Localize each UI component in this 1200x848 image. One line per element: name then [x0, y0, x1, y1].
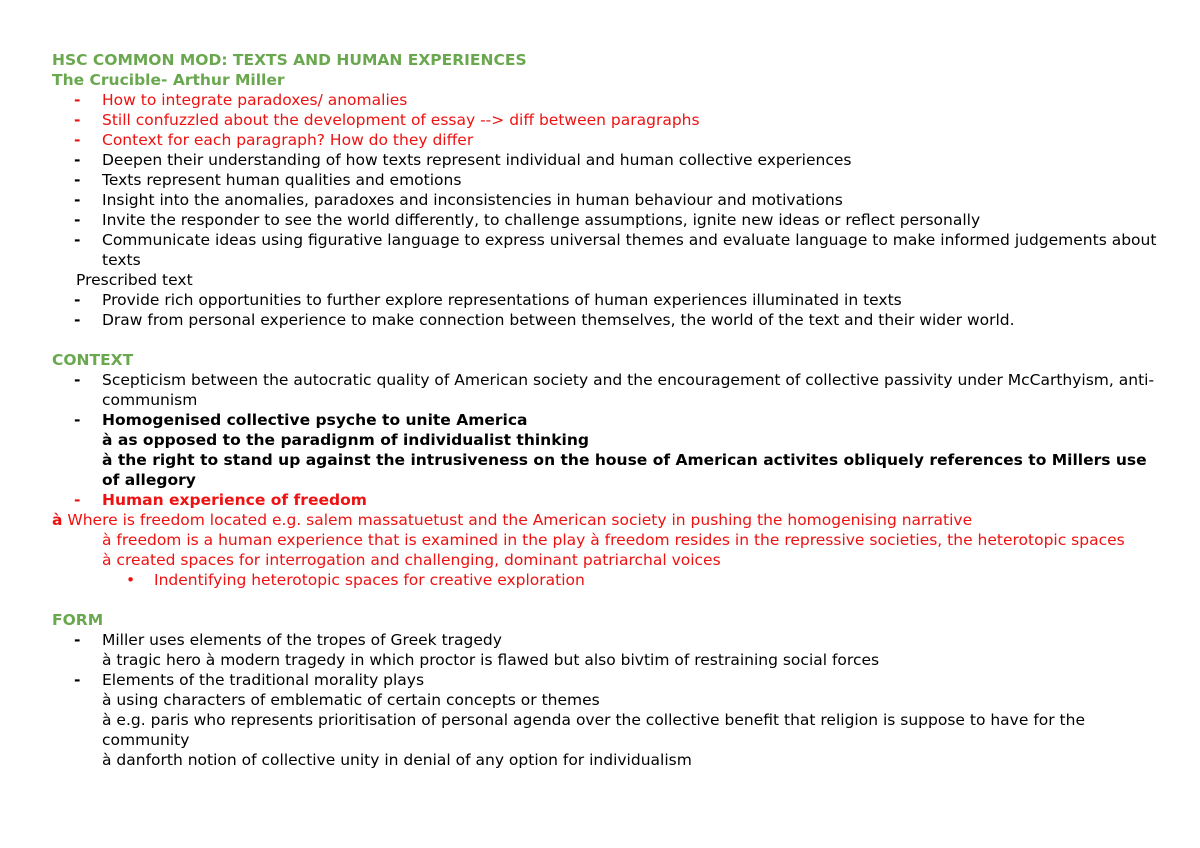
list-item	[52, 490, 1162, 510]
list-item-text: Draw from personal experience to make connection between themselves, the world of the text and their wider world.	[102, 311, 1015, 329]
spacer	[52, 590, 1162, 610]
form-heading: FORM	[52, 611, 104, 629]
list-item-text	[102, 410, 1162, 490]
list-item-text: Still confuzzled about the development of essay --> diff between paragraphs	[102, 111, 700, 129]
freedom-location-line	[52, 510, 1162, 530]
list-item	[52, 210, 1162, 230]
list-item	[52, 110, 1162, 130]
dash-marker: -	[74, 671, 81, 689]
list-item-line: à tragic hero à modern tragedy in which proctor is flawed but also bivtim of restraining social forces	[102, 651, 880, 669]
dash-marker: -	[74, 111, 81, 129]
dash-marker: -	[74, 291, 81, 309]
document-subtitle: The Crucible- Arthur Miller	[52, 71, 285, 89]
list-item-text: Texts represent human qualities and emotions	[102, 171, 462, 189]
prescribed-text-label: Prescribed text	[76, 271, 193, 289]
list-item	[52, 150, 1162, 170]
list-item-line: Miller uses elements of the tropes of Greek tragedy	[102, 631, 502, 649]
dash-marker: -	[74, 191, 81, 209]
context-heading: CONTEXT	[52, 351, 134, 369]
list-item	[52, 190, 1162, 210]
list-item-text: Human experience of freedom	[102, 491, 367, 509]
list-item-text	[102, 630, 1162, 670]
arrow-glyph: à	[52, 511, 63, 529]
list-item	[52, 410, 1162, 490]
list-item-text: Context for each paragraph? How do they differ	[102, 131, 474, 149]
bullet-item	[52, 570, 1162, 590]
list-item-line: à as opposed to the paradignm of individualist thinking	[102, 431, 589, 449]
dash-marker: -	[74, 631, 81, 649]
list-item-text: Provide rich opportunities to further explore representations of human experiences illuminated in texts	[102, 291, 902, 309]
list-item	[52, 310, 1162, 330]
dash-marker: -	[74, 211, 81, 229]
list-item	[52, 130, 1162, 150]
list-item-text: Communicate ideas using figurative language to express universal themes and evaluate language to make informed judgements about texts	[102, 231, 1157, 269]
dash-marker: -	[74, 91, 81, 109]
list-item-text: Insight into the anomalies, paradoxes and inconsistencies in human behaviour and motivations	[102, 191, 843, 209]
list-item-text	[102, 670, 1162, 770]
dash-marker: -	[74, 491, 81, 509]
list-item-line: Homogenised collective psyche to unite America	[102, 411, 528, 429]
bullet-marker: •	[126, 571, 136, 589]
spacer	[52, 330, 1162, 350]
dash-marker: -	[74, 231, 81, 249]
sub-line: à freedom is a human experience that is examined in the play à freedom resides in the repressive societies, the heterotopic spaces	[102, 531, 1125, 549]
list-item	[52, 630, 1162, 670]
list-item	[52, 90, 1162, 110]
list-item-line: à danforth notion of collective unity in denial of any option for individualism	[102, 751, 692, 769]
list-item	[52, 170, 1162, 190]
list-item	[52, 230, 1162, 270]
list-item-line: à e.g. paris who represents prioritisation of personal agenda over the collective benefit that religion is suppose to have for the community	[102, 711, 1085, 749]
list-item	[52, 670, 1162, 770]
list-item-line: Elements of the traditional morality plays	[102, 671, 425, 689]
bullet-item-text: Indentifying heterotopic spaces for creative exploration	[154, 571, 585, 589]
list-item	[52, 370, 1162, 410]
document-title: HSC COMMON MOD: TEXTS AND HUMAN EXPERIENCES	[52, 51, 527, 69]
list-item	[52, 290, 1162, 310]
dash-marker: -	[74, 151, 81, 169]
list-item-text: How to integrate paradoxes/ anomalies	[102, 91, 408, 109]
document-body	[52, 50, 1162, 770]
sub-line: à created spaces for interrogation and challenging, dominant patriarchal voices	[102, 551, 721, 569]
freedom-location-text: Where is freedom located e.g. salem massatuetust and the American society in pushing the homogenising narrative	[62, 511, 973, 529]
list-item-text: Deepen their understanding of how texts represent individual and human collective experiences	[102, 151, 852, 169]
list-item-text: Scepticism between the autocratic quality of American society and the encouragement of collective passivity under McCarthyism, anti- communism	[102, 371, 1155, 409]
list-item-line: à the right to stand up against the intrusiveness on the house of American activites obliquely references to Millers use of allegory	[102, 451, 1147, 489]
list-item-line: à using characters of emblematic of certain concepts or themes	[102, 691, 600, 709]
dash-marker: -	[74, 311, 81, 329]
dash-marker: -	[74, 371, 81, 389]
dash-marker: -	[74, 411, 81, 429]
list-item-text: Invite the responder to see the world differently, to challenge assumptions, ignite new ideas or reflect personally	[102, 211, 981, 229]
dash-marker: -	[74, 171, 81, 189]
dash-marker: -	[74, 131, 81, 149]
